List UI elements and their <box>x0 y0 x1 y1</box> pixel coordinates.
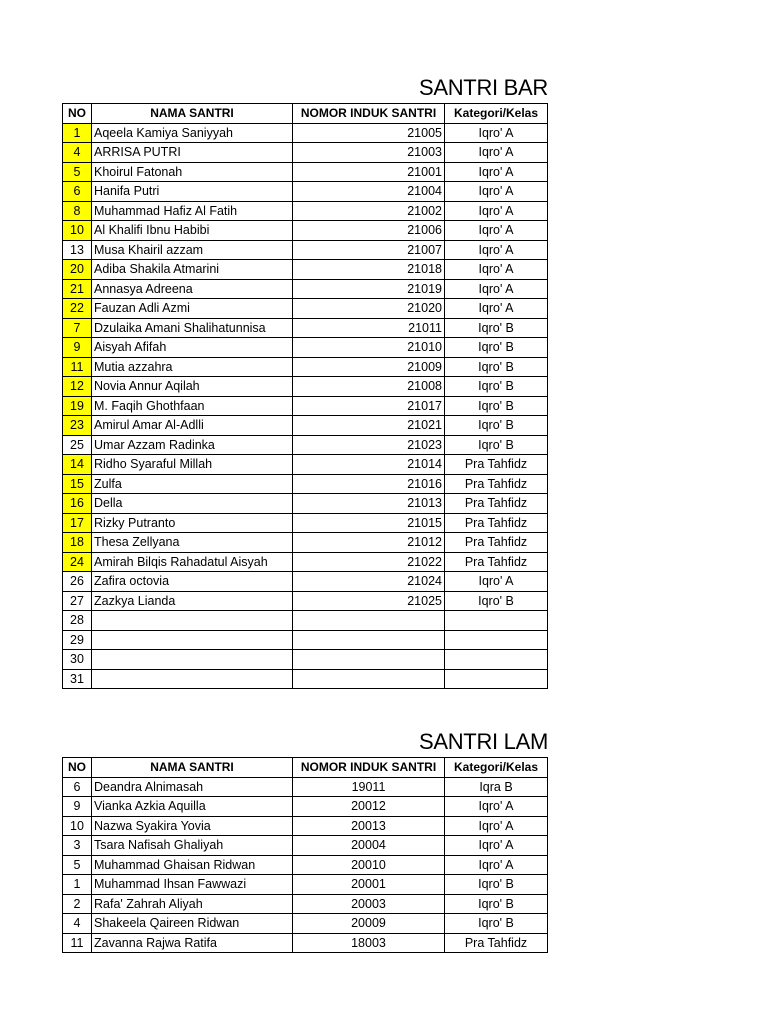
cell-nama-santri[interactable]: Annasya Adreena <box>92 279 293 299</box>
cell-kategori[interactable]: Pra Tahfidz <box>445 533 548 553</box>
cell-nama-santri[interactable]: Shakeela Qaireen Ridwan <box>92 914 293 934</box>
cell-kategori[interactable]: Pra Tahfidz <box>445 513 548 533</box>
cell-nomor-induk[interactable]: 21005 <box>293 123 445 143</box>
cell-no[interactable]: 1 <box>63 875 92 895</box>
table-row <box>63 357 548 377</box>
cell-nama-santri[interactable]: Ridho Syaraful Millah <box>92 455 293 475</box>
cell-nama-santri[interactable]: Al Khalifi Ibnu Habibi <box>92 221 293 241</box>
table-row <box>63 630 548 650</box>
cell-nomor-induk[interactable]: 21025 <box>293 591 445 611</box>
cell-nama-santri[interactable]: Mutia azzahra <box>92 357 293 377</box>
cell-kategori[interactable]: Iqro' B <box>445 338 548 358</box>
cell-kategori[interactable] <box>445 669 548 689</box>
table-row <box>63 816 548 836</box>
cell-nama-santri[interactable]: Zulfa <box>92 474 293 494</box>
header-row <box>63 104 548 124</box>
cell-kategori[interactable] <box>445 630 548 650</box>
cell-no[interactable]: 20 <box>63 260 92 280</box>
table-row <box>63 182 548 202</box>
cell-nama-santri[interactable]: Novia Annur Aqilah <box>92 377 293 397</box>
cell-no[interactable]: 15 <box>63 474 92 494</box>
cell-nama-santri[interactable]: Aisyah Afifah <box>92 338 293 358</box>
cell-no[interactable]: 5 <box>63 855 92 875</box>
table-row <box>63 299 548 319</box>
santri-lama-table <box>62 757 548 953</box>
cell-kategori[interactable]: Iqro' B <box>445 377 548 397</box>
cell-no[interactable]: 9 <box>63 338 92 358</box>
table-row <box>63 201 548 221</box>
cell-kategori[interactable] <box>445 650 548 670</box>
header-nomor-induk[interactable]: NOMOR INDUK SANTRI <box>293 104 445 124</box>
cell-nama-santri[interactable]: Umar Azzam Radinka <box>92 435 293 455</box>
section-title-baru: SANTRI BAR <box>418 75 548 100</box>
cell-kategori[interactable]: Pra Tahfidz <box>445 552 548 572</box>
cell-nama-santri[interactable]: Amirul Amar Al-Adlli <box>92 416 293 436</box>
cell-kategori[interactable]: Iqro' A <box>445 123 548 143</box>
cell-nama-santri[interactable]: Muhammad Ihsan Fawwazi <box>92 875 293 895</box>
cell-kategori[interactable]: Iqro' A <box>445 816 548 836</box>
table-row <box>63 474 548 494</box>
cell-no[interactable]: 10 <box>63 816 92 836</box>
cell-no[interactable]: 9 <box>63 797 92 817</box>
cell-kategori[interactable]: Iqro' B <box>445 591 548 611</box>
cell-no[interactable]: 2 <box>63 894 92 914</box>
santri-baru-body <box>63 123 548 689</box>
cell-nomor-induk[interactable]: 20009 <box>293 914 445 934</box>
cell-nomor-induk[interactable]: 21016 <box>293 474 445 494</box>
table-row <box>63 318 548 338</box>
cell-no[interactable]: 16 <box>63 494 92 514</box>
cell-nomor-induk[interactable] <box>293 630 445 650</box>
cell-kategori[interactable]: Iqro' A <box>445 855 548 875</box>
cell-no[interactable]: 18 <box>63 533 92 553</box>
santri-lama-body <box>63 777 548 953</box>
cell-no[interactable]: 24 <box>63 552 92 572</box>
table-row <box>63 650 548 670</box>
cell-kategori[interactable]: Iqro' B <box>445 357 548 377</box>
cell-nama-santri[interactable]: Khoirul Fatonah <box>92 162 293 182</box>
cell-nama-santri[interactable]: Zafira octovia <box>92 572 293 592</box>
cell-nama-santri[interactable]: Zazkya Lianda <box>92 591 293 611</box>
cell-nama-santri[interactable]: Muhammad Ghaisan Ridwan <box>92 855 293 875</box>
cell-nama-santri[interactable] <box>92 611 293 631</box>
cell-no[interactable]: 6 <box>63 182 92 202</box>
cell-nomor-induk[interactable]: 21010 <box>293 338 445 358</box>
cell-no[interactable]: 31 <box>63 669 92 689</box>
table-row <box>63 836 548 856</box>
cell-kategori[interactable]: Iqro' A <box>445 240 548 260</box>
cell-nomor-induk[interactable]: 20010 <box>293 855 445 875</box>
cell-kategori[interactable]: Pra Tahfidz <box>445 455 548 475</box>
cell-kategori[interactable]: Iqro' A <box>445 201 548 221</box>
cell-nomor-induk[interactable]: 21007 <box>293 240 445 260</box>
cell-no[interactable]: 4 <box>63 143 92 163</box>
cell-nama-santri[interactable]: Dzulaika Amani Shalihatunnisa <box>92 318 293 338</box>
cell-kategori[interactable]: Iqro' A <box>445 260 548 280</box>
cell-nama-santri[interactable]: Della <box>92 494 293 514</box>
table-row <box>63 611 548 631</box>
table-row <box>63 914 548 934</box>
table-row <box>63 396 548 416</box>
cell-nama-santri[interactable] <box>92 650 293 670</box>
cell-nomor-induk[interactable]: 21011 <box>293 318 445 338</box>
table-row <box>63 591 548 611</box>
table-row <box>63 933 548 953</box>
cell-kategori[interactable]: Pra Tahfidz <box>445 494 548 514</box>
cell-no[interactable]: 19 <box>63 396 92 416</box>
cell-no[interactable]: 29 <box>63 630 92 650</box>
table-row <box>63 416 548 436</box>
table-row <box>63 240 548 260</box>
cell-kategori[interactable]: Iqro' A <box>445 299 548 319</box>
cell-no[interactable]: 5 <box>63 162 92 182</box>
table-row <box>63 494 548 514</box>
header-no[interactable]: NO <box>63 758 92 778</box>
cell-nomor-induk[interactable]: 21006 <box>293 221 445 241</box>
cell-kategori[interactable]: Iqro' A <box>445 221 548 241</box>
cell-kategori[interactable]: Iqro' B <box>445 396 548 416</box>
table-row <box>63 123 548 143</box>
cell-nama-santri[interactable]: Aqeela Kamiya Saniyyah <box>92 123 293 143</box>
cell-no[interactable]: 3 <box>63 836 92 856</box>
cell-kategori[interactable]: Iqro' A <box>445 797 548 817</box>
table-row <box>63 669 548 689</box>
cell-nama-santri[interactable]: Vianka Azkia Aquilla <box>92 797 293 817</box>
cell-no[interactable]: 21 <box>63 279 92 299</box>
cell-nama-santri[interactable]: Rizky Putranto <box>92 513 293 533</box>
cell-nama-santri[interactable]: Adiba Shakila Atmarini <box>92 260 293 280</box>
cell-no[interactable]: 12 <box>63 377 92 397</box>
cell-kategori[interactable]: Iqro' B <box>445 416 548 436</box>
cell-nomor-induk[interactable]: 21023 <box>293 435 445 455</box>
cell-kategori[interactable]: Pra Tahfidz <box>445 474 548 494</box>
header-nama-santri[interactable]: NAMA SANTRI <box>92 758 293 778</box>
cell-no[interactable]: 4 <box>63 914 92 934</box>
cell-nomor-induk[interactable] <box>293 611 445 631</box>
cell-nomor-induk[interactable]: 21019 <box>293 279 445 299</box>
cell-nomor-induk[interactable]: 21020 <box>293 299 445 319</box>
cell-kategori[interactable]: Iqro' A <box>445 572 548 592</box>
cell-no[interactable]: 23 <box>63 416 92 436</box>
cell-nomor-induk[interactable]: 21014 <box>293 455 445 475</box>
cell-nomor-induk[interactable]: 21004 <box>293 182 445 202</box>
header-row <box>63 758 548 778</box>
table-row <box>63 455 548 475</box>
cell-nama-santri[interactable] <box>92 669 293 689</box>
cell-no[interactable]: 26 <box>63 572 92 592</box>
cell-no[interactable]: 11 <box>63 933 92 953</box>
cell-nomor-induk[interactable]: 21009 <box>293 357 445 377</box>
table-row <box>63 377 548 397</box>
cell-nomor-induk[interactable]: 21022 <box>293 552 445 572</box>
cell-nama-santri[interactable]: Zavanna Rajwa Ratifa <box>92 933 293 953</box>
cell-no[interactable]: 6 <box>63 777 92 797</box>
cell-no[interactable]: 11 <box>63 357 92 377</box>
cell-no[interactable]: 7 <box>63 318 92 338</box>
cell-nama-santri[interactable]: Fauzan Adli Azmi <box>92 299 293 319</box>
cell-kategori[interactable]: Iqro' A <box>445 279 548 299</box>
header-kategori[interactable]: Kategori/Kelas <box>445 758 548 778</box>
cell-nomor-induk[interactable]: 21021 <box>293 416 445 436</box>
cell-kategori[interactable]: Iqro' A <box>445 162 548 182</box>
header-nomor-induk[interactable]: NOMOR INDUK SANTRI <box>293 758 445 778</box>
cell-no[interactable]: 17 <box>63 513 92 533</box>
table-row <box>63 777 548 797</box>
cell-nomor-induk[interactable]: 20004 <box>293 836 445 856</box>
cell-nama-santri[interactable]: Tsara Nafisah Ghaliyah <box>92 836 293 856</box>
cell-nama-santri[interactable]: Deandra Alnimasah <box>92 777 293 797</box>
cell-nomor-induk[interactable]: 21008 <box>293 377 445 397</box>
cell-no[interactable]: 14 <box>63 455 92 475</box>
table-row <box>63 855 548 875</box>
cell-nama-santri[interactable]: Hanifa Putri <box>92 182 293 202</box>
cell-nomor-induk[interactable]: 21003 <box>293 143 445 163</box>
cell-kategori[interactable]: Iqro' B <box>445 435 548 455</box>
cell-nama-santri[interactable]: M. Faqih Ghothfaan <box>92 396 293 416</box>
cell-nomor-induk[interactable]: 21002 <box>293 201 445 221</box>
cell-kategori[interactable]: Iqro' A <box>445 182 548 202</box>
table-row <box>63 533 548 553</box>
header-nama-santri[interactable]: NAMA SANTRI <box>92 104 293 124</box>
table-row <box>63 162 548 182</box>
cell-no[interactable]: 30 <box>63 650 92 670</box>
cell-no[interactable]: 1 <box>63 123 92 143</box>
cell-kategori[interactable]: Iqro' B <box>445 894 548 914</box>
cell-kategori[interactable]: Iqro' A <box>445 143 548 163</box>
cell-kategori[interactable] <box>445 611 548 631</box>
header-kategori[interactable]: Kategori/Kelas <box>445 104 548 124</box>
cell-nomor-induk[interactable]: 21015 <box>293 513 445 533</box>
cell-no[interactable]: 13 <box>63 240 92 260</box>
cell-nama-santri[interactable]: Thesa Zellyana <box>92 533 293 553</box>
cell-no[interactable]: 25 <box>63 435 92 455</box>
cell-nomor-induk[interactable]: 21001 <box>293 162 445 182</box>
cell-nomor-induk[interactable]: 20012 <box>293 797 445 817</box>
cell-nomor-induk[interactable]: 21024 <box>293 572 445 592</box>
cell-kategori[interactable]: Iqro' A <box>445 836 548 856</box>
cell-no[interactable]: 10 <box>63 221 92 241</box>
table-row <box>63 572 548 592</box>
cell-nama-santri[interactable]: Amirah Bilqis Rahadatul Aisyah <box>92 552 293 572</box>
cell-nomor-induk[interactable]: 21012 <box>293 533 445 553</box>
cell-nomor-induk[interactable]: 19011 <box>293 777 445 797</box>
cell-nama-santri[interactable]: ARRISA PUTRI <box>92 143 293 163</box>
cell-nama-santri[interactable]: Nazwa Syakira Yovia <box>92 816 293 836</box>
cell-nama-santri[interactable]: Musa Khairil azzam <box>92 240 293 260</box>
cell-nomor-induk[interactable] <box>293 669 445 689</box>
table-row <box>63 143 548 163</box>
cell-no[interactable]: 22 <box>63 299 92 319</box>
table-row <box>63 279 548 299</box>
cell-nama-santri[interactable]: Muhammad Hafiz Al Fatih <box>92 201 293 221</box>
cell-nomor-induk[interactable]: 20003 <box>293 894 445 914</box>
cell-nama-santri[interactable]: Rafa' Zahrah Aliyah <box>92 894 293 914</box>
cell-nomor-induk[interactable] <box>293 650 445 670</box>
cell-kategori[interactable]: Iqro' B <box>445 318 548 338</box>
table-row <box>63 338 548 358</box>
table-row <box>63 513 548 533</box>
cell-nomor-induk[interactable]: 20001 <box>293 875 445 895</box>
cell-nomor-induk[interactable]: 21013 <box>293 494 445 514</box>
cell-kategori[interactable]: Iqro' B <box>445 875 548 895</box>
cell-nomor-induk[interactable]: 20013 <box>293 816 445 836</box>
cell-no[interactable]: 8 <box>63 201 92 221</box>
cell-kategori[interactable]: Iqra B <box>445 777 548 797</box>
cell-nomor-induk[interactable]: 21017 <box>293 396 445 416</box>
table-row <box>63 221 548 241</box>
cell-nomor-induk[interactable]: 18003 <box>293 933 445 953</box>
table-row <box>63 875 548 895</box>
table-row <box>63 435 548 455</box>
cell-kategori[interactable]: Iqro' B <box>445 914 548 934</box>
cell-nomor-induk[interactable]: 21018 <box>293 260 445 280</box>
table-row <box>63 260 548 280</box>
table-row <box>63 552 548 572</box>
cell-nama-santri[interactable] <box>92 630 293 650</box>
section-title-lama: SANTRI LAM <box>418 729 548 754</box>
cell-no[interactable]: 28 <box>63 611 92 631</box>
cell-kategori[interactable]: Pra Tahfidz <box>445 933 548 953</box>
cell-no[interactable]: 27 <box>63 591 92 611</box>
header-no[interactable]: NO <box>63 104 92 124</box>
santri-baru-table <box>62 103 548 689</box>
table-row <box>63 894 548 914</box>
table-row <box>63 797 548 817</box>
